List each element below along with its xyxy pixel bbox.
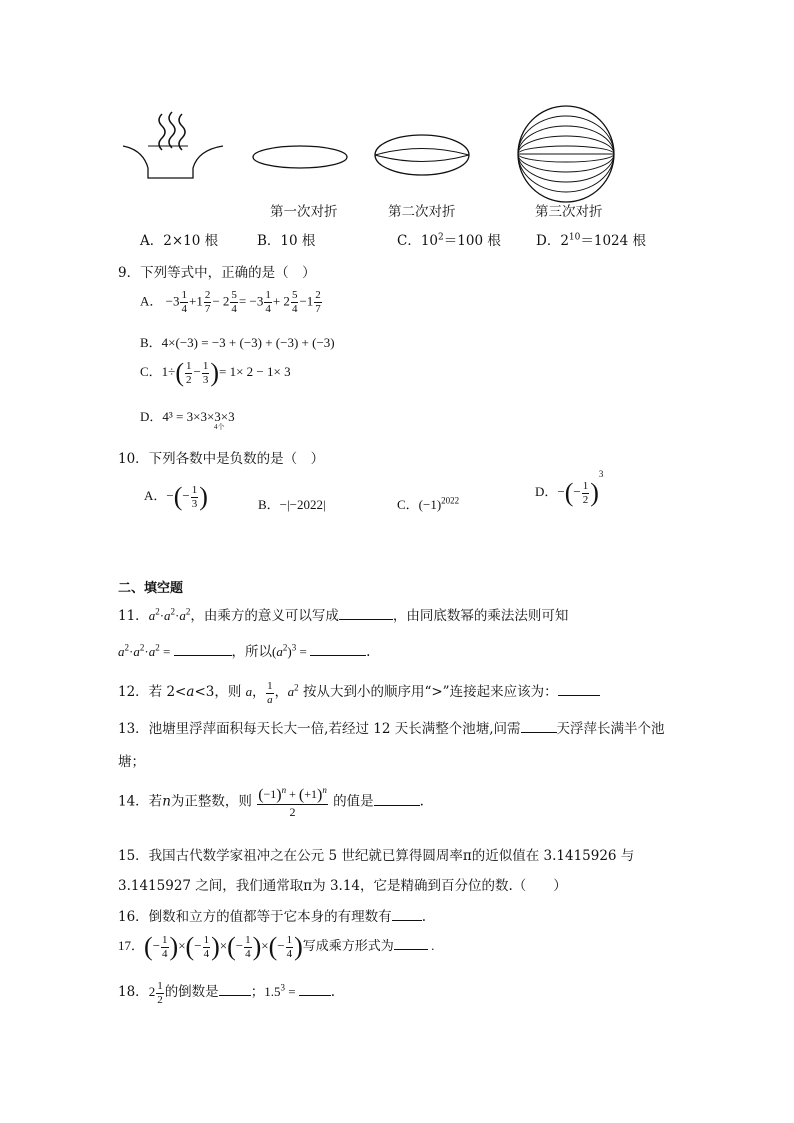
q13-line-1: 13．池塘里浮萍面积每天长大一倍,若经过 12 天长满整个池塘,问需 天浮萍长满半个池	[118, 721, 665, 737]
q10-option-c: C．$(-1)^{2022}$	[397, 495, 460, 512]
q9-option-c: C．1÷( $\frac{1}{2}$ − $\frac{1}{3}$ )= 1× 2 − 1× 3	[140, 358, 291, 387]
q9-d-brace-note: 4个	[214, 423, 225, 431]
q9-option-d: D．4³ = 3×3×3×3 4个	[140, 409, 235, 431]
q12: 12．若 2<a<3，则 a， $\frac{1}{a}$ ，$a^2$ 按从大到小的顺序用“>”连接起来应该为：	[118, 680, 600, 706]
q9-stem: 9．下列等式中，正确的是（ ）	[118, 265, 316, 281]
q8-option-b: B．10 根	[257, 233, 316, 249]
figure-caption-2: 第二次对折	[388, 204, 456, 220]
q10-stem: 10．下列各数中是负数的是（ ）	[118, 451, 325, 467]
q16: 16．倒数和立方的值都等于它本身的有理数有 .	[118, 909, 426, 925]
q10-option-a: A．−(− $\frac{1}{3}$ )	[144, 482, 208, 511]
q8-option-d: D．$2^{10}=1024$ 根	[536, 232, 647, 249]
q17: 17．(− $\frac{1}{4}$ )×(− $\frac{1}{4}$ )×(− $\frac{1}{4}$ )×(− $\frac{1}{4}$ )写成乘方形式为 .	[118, 932, 435, 961]
section-title: 二、填空题	[118, 581, 184, 596]
q18: 18．2 $\frac{1}{2}$ 的倒数是 ；$1.5^3$ = .	[118, 979, 336, 1006]
q10-option-b: B．−|−2022|	[258, 497, 326, 512]
third-fold-sphere	[514, 102, 618, 206]
second-fold-ellipse	[372, 130, 472, 180]
q13-line-2: 塘；	[118, 754, 145, 770]
q10-option-d: D．−(− $\frac{1}{2}$ )$^3$	[535, 468, 604, 507]
figure-caption-1: 第一次对折	[270, 204, 338, 220]
q9-option-b: B．4×(−3) = −3 + (−3) + (−3) + (−3)	[140, 335, 335, 350]
q11-line-1: 11．$a^2\cdot a^2\cdot a^2$，由乘方的意义可以写成 ，由同底数幂的乘法法则可知	[118, 606, 569, 624]
q14: 14．若n为正整数，则 $\frac{(-1)^n + (+1)^n}{2}$ 的值是 .	[118, 785, 424, 820]
bowl-noodle-figure	[118, 108, 228, 183]
q11-line-2: $a^2\cdot a^2\cdot a^2$ = ，所以$(a^2)^3$ = .	[118, 642, 371, 660]
q15-line-1: 15．我国古代数学家祖冲之在公元 5 世纪就已算得圆周率π的近似值在 3.1415926 与	[118, 848, 635, 864]
q8-option-a: A．2×10 根	[140, 233, 219, 249]
q8-option-c: C．$10^2=100$ 根	[397, 232, 501, 249]
q15-line-2: 3.1415927 之间，我们通常取π为 3.14，它是精确到百分位的数.（ ）	[118, 878, 567, 894]
q9-option-a: A． −3 $\frac{1}{4}$ +1 $\frac{2}{7}$ − 2 $\frac{5}{4}$ = −3 $\frac{1}{4}$ + 2 $\frac{5}{4}$ −1 $\frac{2}{7}$	[140, 289, 321, 315]
first-fold-ellipse	[250, 142, 350, 172]
figure-caption-3: 第三次对折	[535, 204, 603, 220]
